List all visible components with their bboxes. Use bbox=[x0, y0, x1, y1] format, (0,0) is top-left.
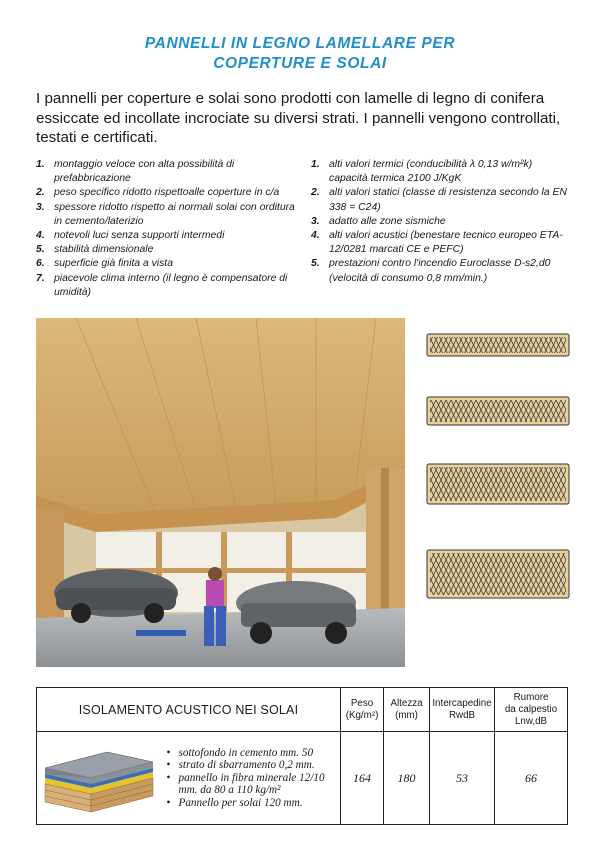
header-intercapedine: Intercapedine RwdB bbox=[430, 688, 495, 732]
header-rumore: Rumore da calpestio Lnw,dB bbox=[495, 688, 568, 732]
list-item: 3. adatto alle zone sismiche bbox=[311, 215, 446, 227]
list-item: • pannello in fibra minerale 12/10 mm. da 80 a 110 kg/m² bbox=[179, 772, 341, 797]
panel-9-layers bbox=[427, 550, 569, 598]
list-item: 2. alti valori statici (classe di resistenza secondo la EN 338 = C24) bbox=[311, 187, 567, 213]
list-item: 5. stabilità dimensionale bbox=[36, 244, 154, 256]
list-item: 7. piacevole clima interno (il legno è compensatore di umidità) bbox=[36, 272, 288, 298]
list-item: 1. alti valori termici (conducibilità λ 0,13 w/m²k) capacità termica 2100 J/KgK bbox=[311, 159, 533, 185]
value-peso: 164 bbox=[341, 732, 384, 825]
header-altezza: Altezza (mm) bbox=[384, 688, 430, 732]
list-item: 4. notevoli luci senza supporti intermedi bbox=[36, 230, 225, 242]
value-intercapedine: 53 bbox=[430, 732, 495, 825]
features-list-right bbox=[311, 158, 573, 286]
list-item: 6. superficie già finita a vista bbox=[36, 258, 173, 270]
acoustic-insulation-table bbox=[36, 687, 567, 825]
floor-layers-diagram bbox=[37, 732, 165, 825]
panel-5-layers bbox=[427, 397, 569, 425]
list-item: • sottofondo in cemento mm. 50 bbox=[179, 747, 341, 760]
header-peso: Peso (Kg/m²) bbox=[341, 688, 384, 732]
list-item: • Pannello per solai 120 mm. bbox=[179, 797, 341, 810]
intro-paragraph: I pannelli per coperture e solai sono prodotti con lamelle di legno di conifera essiccate ed incollate incrociate su diversi strati. I pannelli vengono controllati, testati e certificati. bbox=[36, 90, 561, 146]
panel-7-layers bbox=[427, 464, 569, 504]
table-title: ISOLAMENTO ACUSTICO NEI SOLAI bbox=[37, 688, 341, 732]
title-line-2: COPERTURE E SOLAI bbox=[213, 55, 387, 72]
title-line-1: PANNELLI IN LEGNO LAMELLARE PER bbox=[144, 35, 456, 52]
panel-cross-sections bbox=[426, 330, 570, 600]
list-item: 5. prestazioni contro l'incendio Euroclasse D-s2,d0 (velocità di consumo 0,8 mm/min.) bbox=[311, 258, 551, 284]
list-item: • strato di sbarramento 0,2 mm. bbox=[179, 759, 341, 772]
workshop-photo bbox=[36, 318, 405, 667]
list-item: 1. montaggio veloce con alta possibilità di prefabbricazione bbox=[36, 159, 235, 185]
value-rumore: 66 bbox=[495, 732, 568, 825]
list-item: 4. alti valori acustici (benestare tecnico europeo ETA-12/0281 marcati CE e PEFC) bbox=[311, 230, 563, 256]
page-title bbox=[0, 34, 600, 74]
list-item: 3. spessore ridotto rispetto ai normali solai con orditura in cemento/laterizio bbox=[36, 201, 295, 227]
value-altezza: 180 bbox=[384, 732, 430, 825]
layer-description bbox=[165, 732, 341, 825]
list-item: 2. peso specifico ridotto rispettoalle coperture in c/a bbox=[36, 187, 280, 199]
panel-3-layers bbox=[427, 334, 569, 356]
features-list-left bbox=[36, 158, 298, 300]
